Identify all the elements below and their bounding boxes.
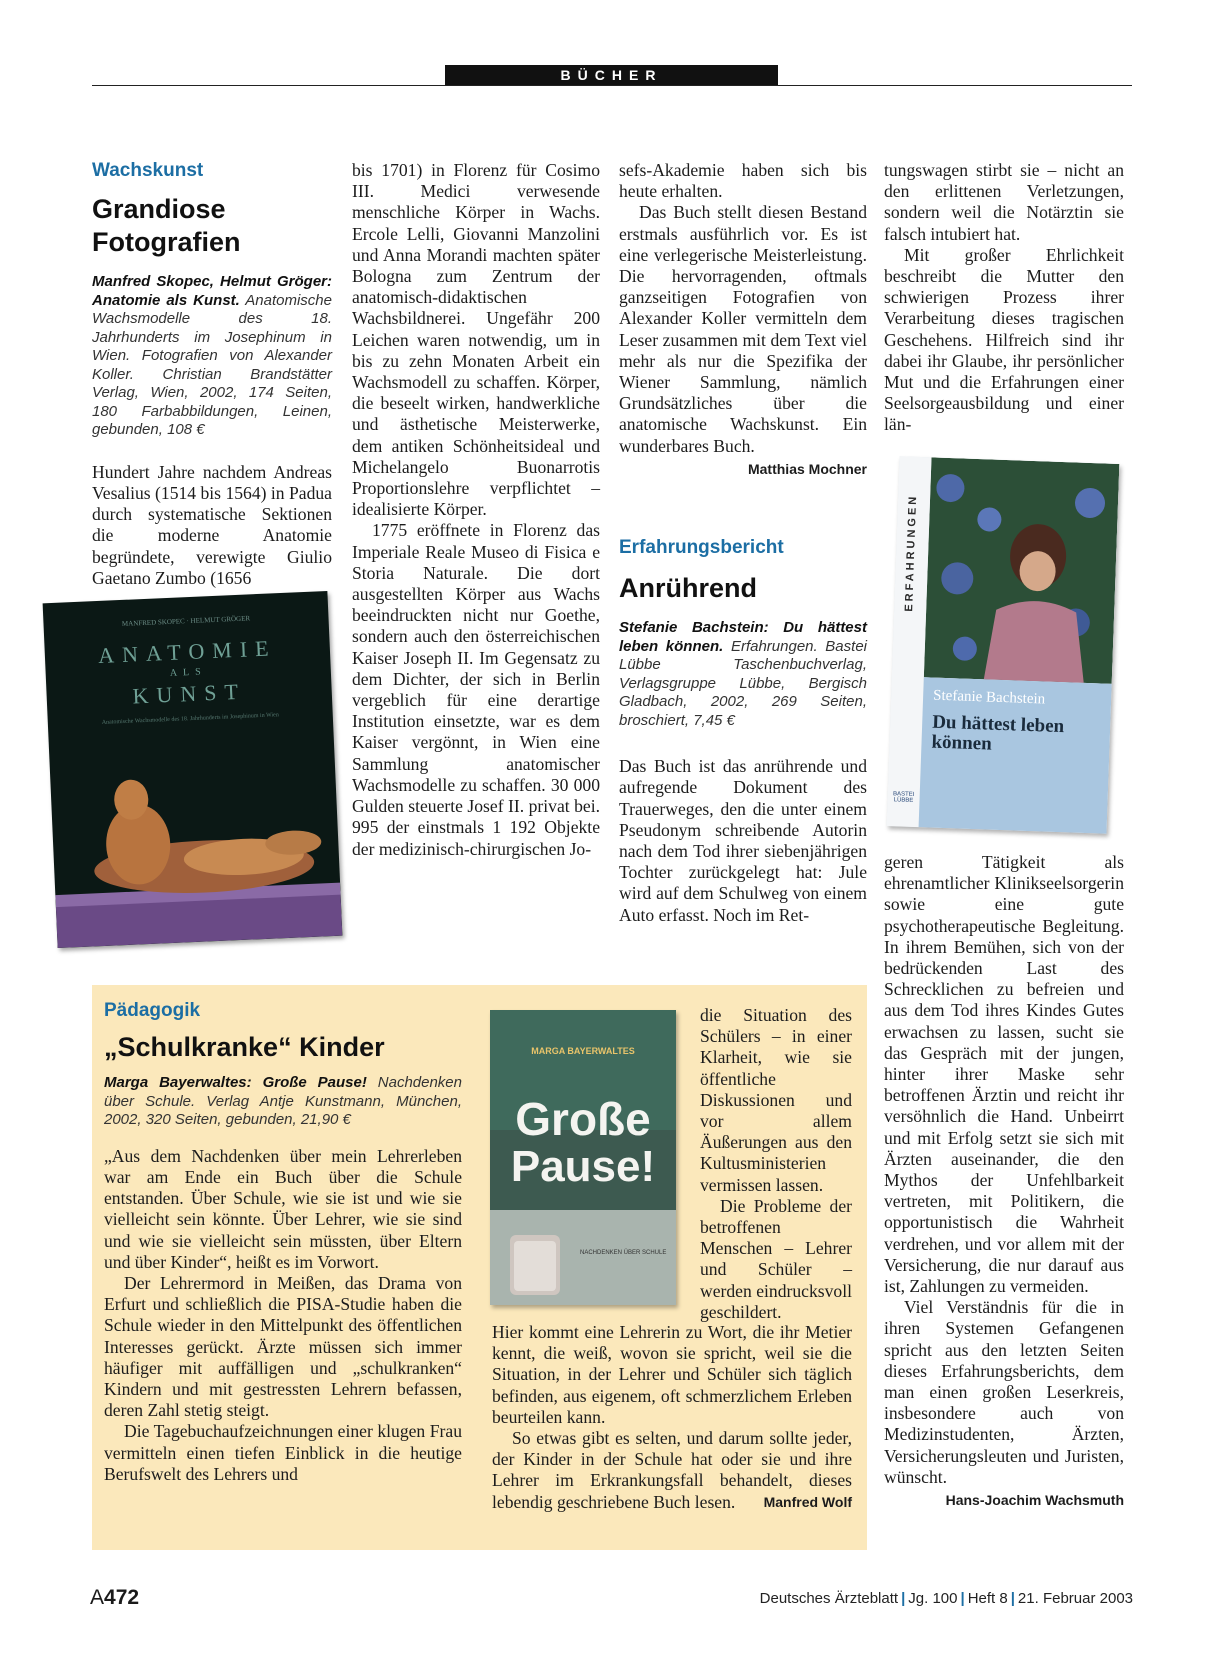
article2-biblio-details: Erfahrungen. Bastei Lübbe Taschenbuchverlag, Verlagsgruppe Lübbe, Bergisch Gladbach, 2002, 269 Seiten, broschiert, 7,45 € (619, 637, 867, 729)
article3-biblio-details: Nachdenken über Schule. Verlag Antje Kunstmann, München, 2002, 320 Seiten, gebunden, 21,90 € (104, 1074, 462, 1129)
cover-pause-title-2: Pause! (510, 1142, 656, 1191)
article2-col4-para2: Mit großer Ehrlichkeit beschreibt die Mutter den schwierigen Prozess ihrer Verarbeitung dieses tragischen Geschehens. Hilfreich sind ihr dabei ihr Glaube, ihr persönlicher Mut und die Erfahrungen einer Seelsorgeausbildung und einer län- (884, 244, 1124, 435)
article2-col4-lower (884, 852, 1124, 1511)
article1-col3-para2-text: Das Buch stellt diesen Bestand erstmals ausführlich vor. Es ist eine verlegerische Meisterleistung. Die hervorragenden, oftmals ganzseitigen Fotografien von Alexander Koller vermitteln dem Leser zusammen mit dem Text viel mehr als nur die Spezifika der Wiener Sammlung, nämlich Grundsätzliches über die anatomische Wachskunst. Ein wunderbares Buch. (619, 202, 867, 456)
article3-right-top (700, 1005, 852, 1323)
cover-anatomie-title-2: ALS (169, 666, 207, 679)
article3-left-para2: Der Lehrermord in Meißen, das Drama von Erfurt und schließlich die PISA-Studie haben die Schule wieder in den Mittelpunkt des öffentlichen Interesses gerückt. Ärzte müssen sich immer häufiger mit auffälligen und „schulkranken“ Kindern und mit gestressten Lehrern befassen, deren Zahl stetig steigt. (104, 1272, 462, 1421)
section-header: BÜCHER (445, 65, 778, 86)
cover-bachstein-spine-text: ERFAHRUNGEN (903, 493, 920, 612)
article2-col4 (884, 160, 1124, 436)
article2-biblio (619, 619, 867, 730)
article1-col1 (92, 160, 332, 589)
article1-col2-para2: 1775 eröffnete in Florenz das Imperiale Reale Museo di Fisica e Storia Naturale. Die dort ausgestellten Körper aus Wachs beeindruckten nicht nur Goethe, sondern auch den österreichischen Kaiser Joseph II. Im Gegensatz zu dem Dichter, der sich in Berlin vergeblich für eine derartige Institution einsetzte, war es dem Kaiser vergönnt, in Wien eine Sammlung anatomischer Wachsmodelle zu schaffen. 30 000 Gulden steuerte Josef II. privat bei. 995 der einstmals 1 192 Objekte der medizinisch-chirurgischen Jo- (352, 520, 600, 859)
article3-kicker: Pädagogik (104, 1000, 201, 1021)
article1-col2-para1: bis 1701) in Florenz für Cosimo III. Medici verwesende menschliche Körper in Wachs. Ercole Lelli, Giovanni Manzolini und Anna Morandi machten später Bologna zum Zentrum der anatomisch-didaktischen Wachsbildnerei. Ungefähr 200 Leichen waren notwendig, um in bis zu zehn Monaten Arbeit ein Wachsmodell zu schaffen. Körper, die beseelt wirken, handwerkliche und ästhetische Meisterwerke, dem antiken Schönheitsideal und Michelangelo Buonarrotis Proportionslehre verpflichtet – idealisierte Körper. (352, 160, 600, 520)
cover-bachstein-title: Du hättest leben können (931, 711, 1065, 755)
article2-col3 (619, 537, 867, 926)
article3-right-para3: Hier kommt eine Lehrerin zu Wort, die ihr Metier kennt, die weiß, wovon sie spricht, weil sie die Situation, in der Lehrer und Schüler sich täglich befinden, aus eigenem, oft schmerzlichem Erleben beurteilen kann. (492, 1322, 852, 1427)
article3-right-bottom (492, 1322, 852, 1513)
article3-left-para1: „Aus dem Nachdenken über mein Lehrerleben war am Ende ein Buch über die Schule entstanden. Über Schule, wie sie ist und wie sie vielleicht sein könnte. Über Lehrer, wie sie sind und wie sie vielleicht sein müssten, über Eltern und über Kinder“, heißt es im Vorwort. (104, 1145, 462, 1272)
article2-kicker: Erfahrungsbericht (619, 537, 784, 558)
article1-col3 (619, 160, 867, 480)
article2-col3-text: Das Buch ist das anrührende und aufregende Dokument des Trauerweges, den die unter einem Pseudonym schreibende Autorin nach dem Tod ihrer siebenjährigen Tochter zurückgelegt hat: Jule wird auf dem Schulweg von einem Auto erfasst. Noch im Ret- (619, 756, 867, 925)
article1-col3-para2 (619, 202, 867, 477)
article3-biblio-title: Marga Bayerwaltes: Große Pause! (104, 1074, 367, 1092)
article3-biblio (104, 1074, 462, 1130)
article1-author: Matthias Mochner (747, 460, 867, 477)
article3-author: Manfred Wolf (763, 1493, 852, 1510)
book-cover-bachstein (887, 456, 1120, 833)
cover-pause-title-1: Große (515, 1093, 651, 1145)
article1-biblio-details: Anatomische Wachsmodelle des 18. Jahrhunderts im Josephinum in Wien. Fotografien von Alexander Koller. Christian Brandstätter Verlag, Wien, 2002, 174 Seiten, 180 Farbabbildungen, Leinen, gebunden, 108 € (92, 291, 332, 439)
journal-issue: Heft 8 (967, 1590, 1008, 1607)
article3-left (104, 1000, 462, 1485)
article3-right-para4 (492, 1428, 852, 1513)
cover-bachstein-publisher: BASTEI LÜBBE (892, 791, 915, 804)
article1-col3-para1: sefs-Akademie haben sich bis heute erhalten. (619, 160, 867, 202)
page-number-value: 472 (104, 1586, 140, 1609)
journal-date: 21. Februar 2003 (1017, 1590, 1133, 1607)
article1-col1-text: Hundert Jahre nachdem Andreas Vesalius (1514 bis 1564) in Padua durch systematische Sektionen die moderne Anatomie begründete, verewigte Giulio Gaetano Zumbo (1656 (92, 461, 332, 588)
article1-kicker: Wachskunst (92, 160, 204, 181)
article2-author: Hans-Joachim Wachsmuth (945, 1492, 1124, 1509)
article3-right-para2: Die Probleme der betroffenen Menschen – Lehrer und Schüler – werden eindrucksvoll geschildert. (700, 1195, 852, 1322)
book-cover-anatomie (43, 591, 343, 948)
article2-col4-top: tungswagen stirbt sie – nicht an den erlittenen Verletzungen, sondern weil die Notärztin sie falsch intubiert hat. (884, 160, 1124, 244)
article3-title: „Schulkranke“ Kinder (104, 1032, 385, 1063)
article3-left-para3: Die Tagebuchaufzeichnungen einer klugen Frau vermitteln einen tiefen Einblick in die heutige Berufswelt des Lehrers und (104, 1421, 462, 1484)
cover-pause-subtitle: NACHDENKEN ÜBER SCHULE (580, 1250, 667, 1256)
header-rule (92, 85, 1132, 86)
page-prefix: A (90, 1586, 105, 1609)
book-cover-grosse-pause (490, 1010, 676, 1305)
article2-biblio-title: Stefanie Bachstein: Du hättest leben können. (619, 619, 867, 655)
cover-pause-author: MARGA BAYERWALTES (531, 1046, 635, 1056)
article2-col4-para3: geren Tätigkeit als ehrenamtlicher Klinikseelsorgerin sowie eine gute psychotherapeutische Begleitung. In ihrem Bemühen, sich von der bedrückenden Last des Schrecklichen zu befreien und aus dem Tod ihres Kindes Gutes erwachsen zu lassen, sucht sie das Gespräch mit der jungen, hinter ihrer Maske sehr betroffenen Ärztin und reicht ihr versöhnlich die Hand. Unbeirrt und mit Erfolg setzt sie sich mit Ärzten auseinander, die den Mythos der Unfehlbarkeit vertreten, mit Politikern, die opportunistisch die Wahrheit verdrehen, und vor allem mit der Versicherung, die nur darauf aus ist, Zahlungen zu vermeiden. (884, 852, 1124, 1297)
article3-right-para1: die Situation des Schülers – in einer Klarheit, wie sie öffentliche Diskussionen und vor allem Äußerungen aus den Kultusministerien vermissen lassen. (700, 1005, 852, 1195)
wax-figure-illustration (43, 591, 343, 948)
cover-anatomie-subtitle: Anatomische Wachsmodelle des 18. Jahrhunderts im Josephinum in Wien (101, 712, 279, 726)
cover-anatomie-authors: MANFRED SKOPEC · HELMUT GRÖGER (121, 614, 251, 628)
article1-biblio (92, 273, 332, 440)
cover-anatomie-title-3: KUNST (132, 678, 247, 709)
sponge-illustration (500, 1225, 570, 1305)
article2-title: Anrührend (619, 573, 757, 604)
article1-title: Grandiose Fotografien (92, 194, 241, 258)
article1-col2 (352, 160, 600, 860)
page-number (90, 1586, 139, 1610)
article2-col4-para4: Viel Verständnis für die in ihren Systemen Gefangenen spricht aus den letzten Seiten dieses Erfahrungsberichts, dem man einen großen Leserkreis, insbesondere auch von Medizinstudenten, Ärzten, Versicherungsleuten und Juristen, wünscht. (884, 1297, 1124, 1487)
journal-volume: Jg. 100 (908, 1590, 958, 1607)
article3-right-para4-text: So etwas gibt es selten, und darum sollte jeder, der Kinder in der Schule hat oder sie und ihre Lehrer im Erkrankungsfall behandelt, dieses lebendig geschriebene Buch lesen. (492, 1428, 852, 1512)
journal-name: Deutsches Ärzteblatt (759, 1590, 899, 1607)
journal-footer: Deutsches Ärzteblatt | Jg. 100 | Heft 8 | 21. Februar 2003 (759, 1590, 1133, 1607)
girl-in-flowers-photo (924, 457, 1120, 683)
cover-bachstein-author: Stefanie Bachstein (932, 687, 1046, 708)
cover-anatomie-title-1: ANATOMIE (97, 635, 278, 668)
article1-biblio-title: Manfred Skopec, Helmut Gröger: Anatomie als Kunst. (92, 273, 332, 309)
